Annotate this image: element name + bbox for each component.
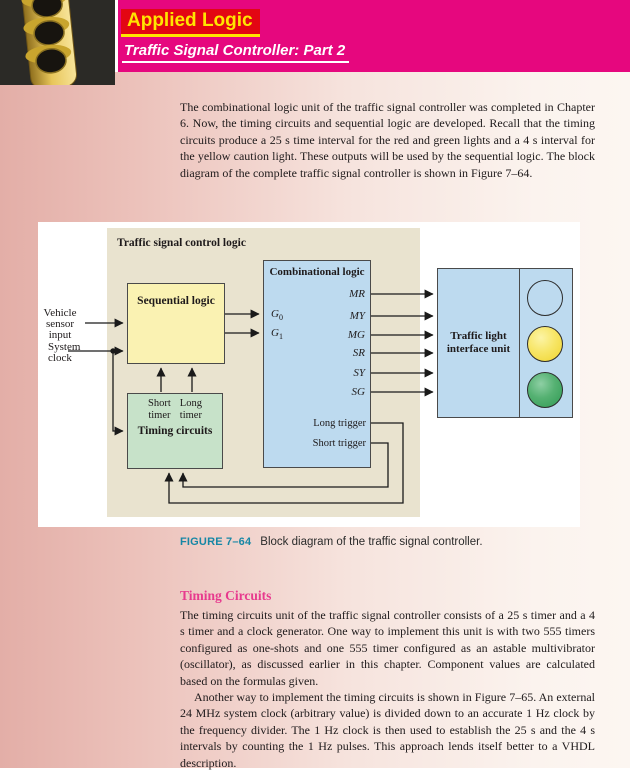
vehicle-sensor-input-label: Vehicle sensor input <box>43 307 77 341</box>
short-trigger-label: Short trigger <box>312 438 366 449</box>
traffic-light-icon <box>0 0 115 85</box>
section-body <box>180 607 595 771</box>
combinational-logic-block <box>263 260 371 468</box>
input-g0-label: $G_0$ <box>271 308 283 323</box>
traffic-light-interface-block <box>437 268 573 418</box>
banner-title: Applied Logic <box>121 9 260 37</box>
output-sy-label: SY <box>353 367 365 379</box>
section-paragraph-1: The timing circuits unit of the traffic signal controller consists of a 25 s timer and a 4 s timer and a clock generator. One way to implement this unit is with two 555 timers configured as one-shots and one 555 timer configured as an astable multivibrator (oscillator), as discussed earlier in this chapter. Component values are calculated based on the formulas given. <box>180 608 595 688</box>
banner-subtitle: Traffic Signal Controller: Part 2 <box>122 42 349 63</box>
applied-logic-banner <box>118 0 630 72</box>
output-my-label: MY <box>349 310 365 322</box>
output-mg-label: MG <box>347 329 365 341</box>
green-light-icon <box>527 372 563 408</box>
interface-unit-title: Traffic light interface unit <box>438 269 520 417</box>
system-clock-label: System clock <box>48 341 81 364</box>
traffic-lights-panel <box>521 269 571 417</box>
figure-7-64 <box>38 222 580 527</box>
long-trigger-label: Long trigger <box>313 418 366 429</box>
figure-caption <box>180 536 600 548</box>
figure-caption-label: FIGURE 7–64 <box>180 536 252 548</box>
figure-caption-text: Block diagram of the traffic signal controller. <box>260 536 483 548</box>
timer-labels <box>128 394 222 422</box>
short-timer-label: Short timer <box>148 398 171 421</box>
long-timer-label: Long timer <box>179 398 202 421</box>
timing-circuits-title: Timing circuits <box>137 425 213 437</box>
input-g1-label: $G_1$ <box>271 327 283 342</box>
section-paragraph-2: Another way to implement the timing circuits is shown in Figure 7–65. An external 24 MHz system clock (arbitrary value) is divided down to an accurate 1 Hz clock by the frequency divider. The 1 Hz clock is then used to establish the 25 s and the 4 s intervals by counting the 1 Hz pulses. This approach lends itself better to a VHDL description. <box>180 690 595 770</box>
control-logic-label: Traffic signal control logic <box>117 237 246 249</box>
timing-circuits-block <box>127 393 223 469</box>
sequential-logic-title: Sequential logic <box>137 295 215 307</box>
intro-paragraph: The combinational logic unit of the traffic signal controller was completed in Chapter 6. Now, the timing circuits and sequential logic are developed. Recall that the timing circuits produce a 25 s time interval for the red and green lights and a 4 s interval for the yellow caution light. These outputs will be used by the sequential logic. The block diagram of the complete traffic signal controller is shown in Figure 7–64. <box>180 100 595 180</box>
sequential-logic-block <box>127 283 225 364</box>
yellow-light-icon <box>527 326 563 362</box>
output-mr-label: MR <box>349 288 365 300</box>
traffic-light-photo-tile <box>0 0 115 85</box>
section-heading: Timing Circuits <box>180 588 272 603</box>
output-sg-label: SG <box>351 386 365 398</box>
red-light-icon <box>527 280 563 316</box>
output-sr-label: SR <box>352 347 365 359</box>
combinational-logic-title: Combinational logic <box>269 266 365 278</box>
